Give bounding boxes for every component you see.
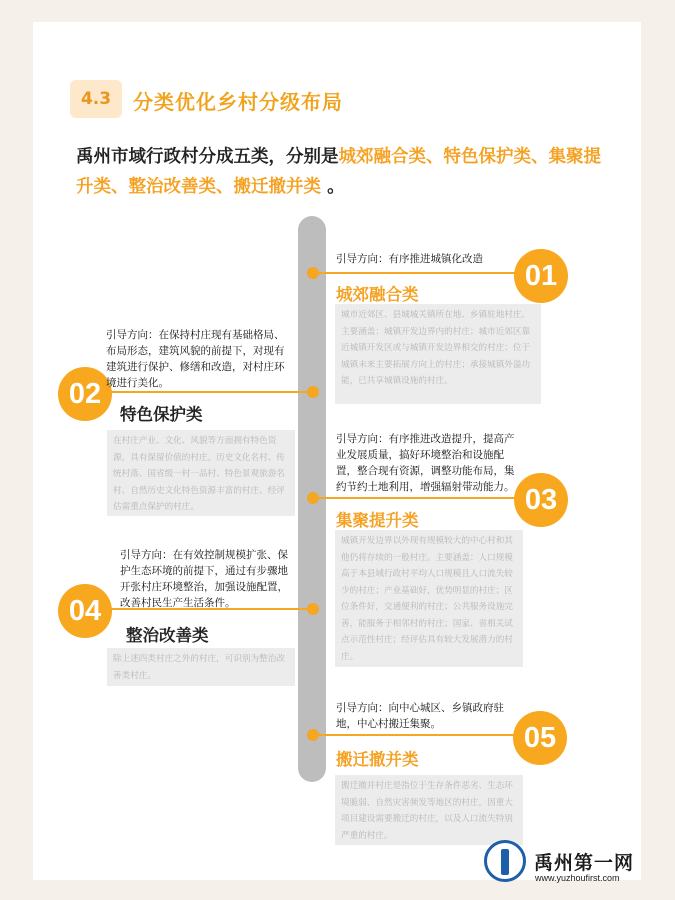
guide-text-03: 引导方向：有序推进改造提升，提高产业发展质量，搞好环境整治和设施配置，整合现有资源，调整功能布局，集约节约土地利用，增强辐射带动能力。 <box>336 433 515 493</box>
guide-text-01: 引导方向：有序推进城镇化改造 <box>336 253 483 265</box>
description-box-05: 搬迁撤并村庄是指位于生存条件恶劣、生态环境脆弱、自然灾害频发等地区的村庄，因重大项目建设需要搬迁的村庄，以及人口流失特别严重的村庄。 <box>335 775 523 845</box>
description-box-03: 城镇开发边界以外现有规模较大的中心村和其他仍将存续的一般村庄。主要涵盖：人口规模高于本县域行政村平均人口规模且人口流失较少的村庄；产业基础好，优势明显的村庄；区位条件好，交通便利的村庄；公共服务设施完善，能服务于相邻村的村庄；国家、省相关试点示范性村庄；经评估具有较大发展潜力的村庄。 <box>335 530 523 667</box>
brand-url: www.yuzhoufirst.com <box>535 873 620 883</box>
connector-line-02 <box>100 391 310 393</box>
guide-text-04: 引导方向：在有效控制规模扩张、保护生态环境的前提下，通过有步骤地开张村庄环境整治，加强设施配置，改善村民生产生活条件。 <box>120 549 288 609</box>
number-circle-02: 02 <box>58 367 112 421</box>
category-title-02: 特色保护类 <box>120 405 203 424</box>
intro-highlight: 城郊融合类、特色保护类、集聚提升类、整治改善类、搬迁撤并类 <box>76 147 601 197</box>
number-circle-03: 03 <box>514 473 568 527</box>
section-title: 分类优化乡村分级布局 <box>133 90 343 114</box>
brand-name: 禹州第一网 <box>534 852 635 874</box>
category-title-03: 集聚提升类 <box>336 511 419 530</box>
connector-line-03 <box>318 497 518 499</box>
guide-text-05: 引导方向：向中心城区、乡镇政府驻地，中心村搬迁集聚。 <box>336 702 504 730</box>
guide-text-02: 引导方向：在保持村庄现有基础格局、布局形态，建筑风貌的前提下，对现有建筑进行保护、修缮和改造，对村庄环境进行美化。 <box>106 329 285 389</box>
number-circle-04: 04 <box>58 584 112 638</box>
intro-paragraph <box>76 142 616 202</box>
intro-prefix: 禹州市域行政村分成五类，分别是 <box>76 147 339 167</box>
connector-line-05 <box>318 734 518 736</box>
description-box-02: 在村庄产业、文化、风貌等方面拥有特色资源，具有保留价值的村庄。历史文化名村、传统村落、国省级一村一品村、特色景观旅游名村、自然历史文化特色资源丰富的村庄、经评估需重点保护的村庄。 <box>107 430 295 516</box>
brand-logo-arrow-icon <box>501 849 509 875</box>
connector-line-01 <box>318 272 518 274</box>
section-number-badge: 4.3 <box>70 80 122 118</box>
number-circle-05: 05 <box>513 711 567 765</box>
category-title-04: 整治改善类 <box>126 626 209 645</box>
description-box-01: 城市近郊区、县城城关镇所在地、乡镇驻地村庄。主要涵盖：城镇开发边界内的村庄；城市近郊区靠近城镇开发区或与城镇开发边界相交的村庄；位于城镇未来主要拓展方向上的村庄；承接城镇外溢功能，已共享城镇设施的村庄。 <box>335 304 541 404</box>
category-title-05: 搬迁撤并类 <box>336 750 419 769</box>
number-circle-01: 01 <box>514 249 568 303</box>
category-title-01: 城郊融合类 <box>336 285 419 304</box>
intro-suffix: 。 <box>321 177 345 197</box>
description-box-04: 除上述四类村庄之外的村庄，可识别为整治改善类村庄。 <box>107 648 295 686</box>
